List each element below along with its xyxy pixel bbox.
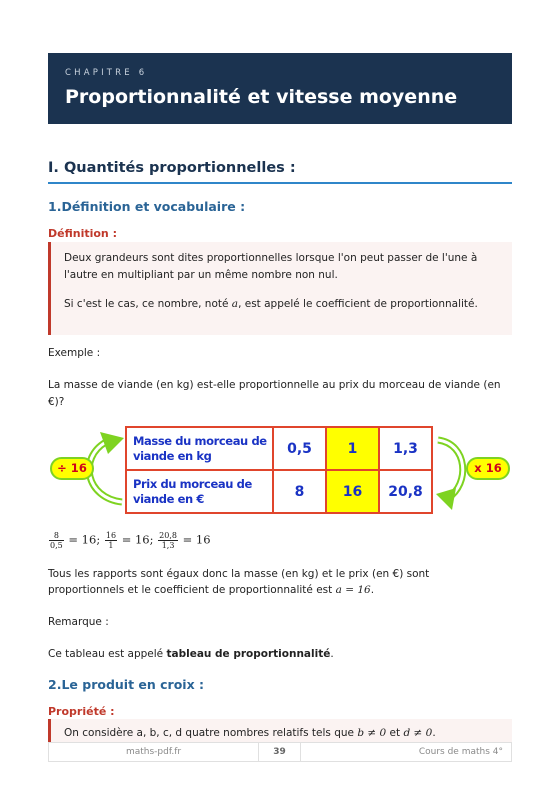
divide-operator-badge: ÷ 16 [50,457,94,480]
section-divider [48,182,512,184]
definition-label: Définition : [48,227,117,240]
fraction: $\frac{8}{0,5}$ [50,531,63,550]
chapter-header [48,53,512,124]
remark-text: Ce tableau est appelé tableau de proportionnalité. [48,648,334,660]
page-number: 39 [259,743,301,761]
table-cell: 1,3 [379,427,432,470]
fraction: $\frac{16}{1}$ [105,531,117,550]
question-line-2: €)? [48,396,65,408]
page-title: Proportionnalité et vitesse moyenne [65,86,458,108]
subsection-title-definition: 1.Définition et vocabulaire : [48,199,246,214]
footer-site: maths-pdf.fr [49,743,259,761]
row-header-price: Prix du morceau de viande en € [126,470,273,513]
conclusion-line-1: Tous les rapports sont égaux donc la masse (en kg) et le prix (en €) sont [48,568,430,580]
example-label: Exemple : [48,347,101,359]
table-row [126,470,432,513]
footer-course: Cours de maths 4° [418,747,503,757]
definition-line-2: l'autre en multipliant par un même nombre non nul. [64,269,338,281]
table-row [126,427,432,470]
question-line-1: La masse de viande (en kg) est-elle proportionnelle au prix du morceau de viande (en [48,379,501,391]
chapter-label: CHAPITRE 6 [65,68,148,78]
definition-line-3: Si c'est le cas, ce nombre, noté a, est appelé le coefficient de proportionnalité. [64,298,478,310]
definition-box [48,242,512,335]
table-cell: 20,8 [379,470,432,513]
subsection-title-cross-product: 2.Le produit en croix : [48,677,204,692]
remark-label: Remarque : [48,616,109,628]
ratio-calculation: $\frac{8}{0,5}$ = 16; $\frac{16}{1}$ = 16; $\frac{20,8}{1,3}$ = 16 [50,531,211,550]
definition-line-1: Deux grandeurs sont dites proportionnelles lorsque l'on peut passer de l'une à [64,252,478,264]
fraction: $\frac{20,8}{1,3}$ [159,531,177,550]
multiply-operator-badge: x 16 [466,457,510,480]
property-label: Propriété : [48,705,115,718]
page-footer [48,742,512,762]
table-cell-highlighted: 1 [326,427,379,470]
section-title: I. Quantités proportionnelles : [48,160,296,176]
conclusion-line-2: proportionnels et le coefficient de proportionnalité est a = 16. [48,584,375,596]
table-cell: 8 [273,470,326,513]
property-box [48,719,512,743]
coefficient-variable: a [231,298,239,310]
property-text: On considère a, b, c, d quatre nombres relatifs tels que b ≠ 0 et d ≠ 0. [64,727,436,739]
proportionality-table [125,426,433,514]
table-cell-highlighted: 16 [326,470,379,513]
table-cell: 0,5 [273,427,326,470]
row-header-mass: Masse du morceau de viande en kg [126,427,273,470]
